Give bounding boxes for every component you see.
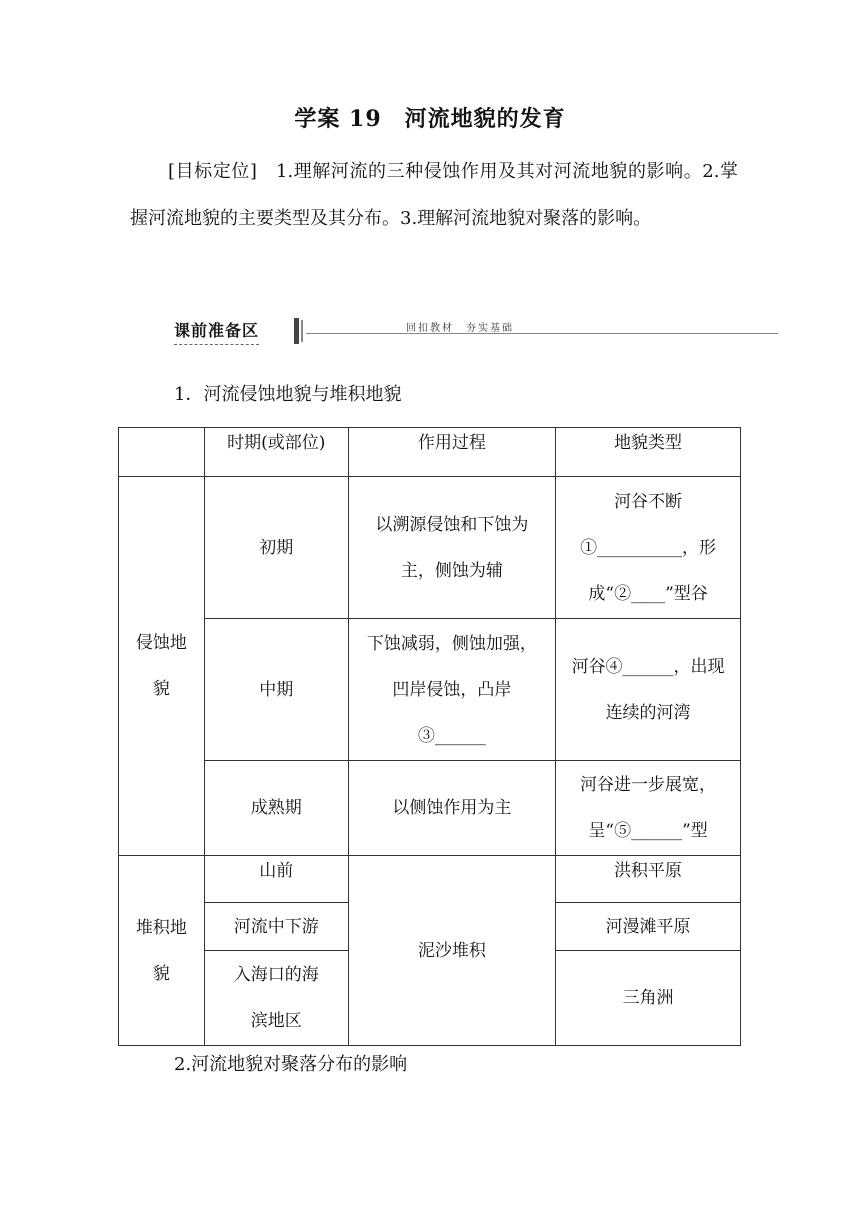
table-header-row: [119, 428, 741, 477]
section-1-heading: 1．河流侵蚀地貌与堆积地貌: [174, 384, 402, 405]
deposition-location: 山前: [204, 856, 348, 903]
header-cell-landform: 地貌类型: [556, 428, 741, 477]
deposition-location: 河流中下游: [204, 903, 348, 951]
table-row: [119, 856, 741, 903]
erosion-process: 下蚀减弱，侧蚀加强，凹岸侵蚀，凸岸③______: [348, 619, 556, 761]
header-cell-empty: [119, 428, 205, 477]
erosion-period: 初期: [204, 477, 348, 619]
deposition-landform: 三角洲: [556, 951, 741, 1046]
deposition-landform: 洪积平原: [556, 856, 741, 903]
table-row: [119, 619, 741, 761]
deposition-process: 泥沙堆积: [348, 856, 556, 1046]
header-cell-period: 时期(或部位): [204, 428, 348, 477]
erosion-period: 中期: [204, 619, 348, 761]
erosion-period: 成熟期: [204, 761, 348, 856]
page-title: 学案 19 河流地貌的发育: [294, 106, 566, 132]
header-cell-process: 作用过程: [348, 428, 556, 477]
banner-label: 课前准备区: [174, 318, 259, 345]
erosion-process: 以溯源侵蚀和下蚀为主，侧蚀为辅: [348, 477, 556, 619]
banner-subtitle: 回扣教材 夯实基础: [406, 323, 514, 334]
section-2-heading: 2.河流地貌对聚落分布的影响: [174, 1054, 408, 1075]
banner-divider-thin: [301, 320, 303, 342]
erosion-group-label: 侵蚀地貌: [119, 477, 205, 856]
landform-table: [118, 427, 741, 1046]
erosion-process: 以侧蚀作用为主: [348, 761, 556, 856]
erosion-landform: 河谷④______，出现连续的河湾: [556, 619, 741, 761]
erosion-landform: 河谷进一步展宽，呈“⑤______”型: [556, 761, 741, 856]
learning-objectives: [目标定位] 1.理解河流的三种侵蚀作用及其对河流地貌的影响。2.掌握河流地貌的主要类型及其分布。3.理解河流地貌对聚落的影响。: [130, 161, 738, 229]
erosion-landform: 河谷不断①__________，形成“②____”型谷: [556, 477, 741, 619]
deposition-location: 入海口的海滨地区: [204, 951, 348, 1046]
banner-rule: [306, 333, 778, 334]
table-row: [119, 761, 741, 856]
section-banner: [174, 318, 778, 346]
deposition-group-label: 堆积地貌: [119, 856, 205, 1046]
banner-divider: [294, 318, 299, 344]
deposition-landform: 河漫滩平原: [556, 903, 741, 951]
table-row: [119, 477, 741, 619]
